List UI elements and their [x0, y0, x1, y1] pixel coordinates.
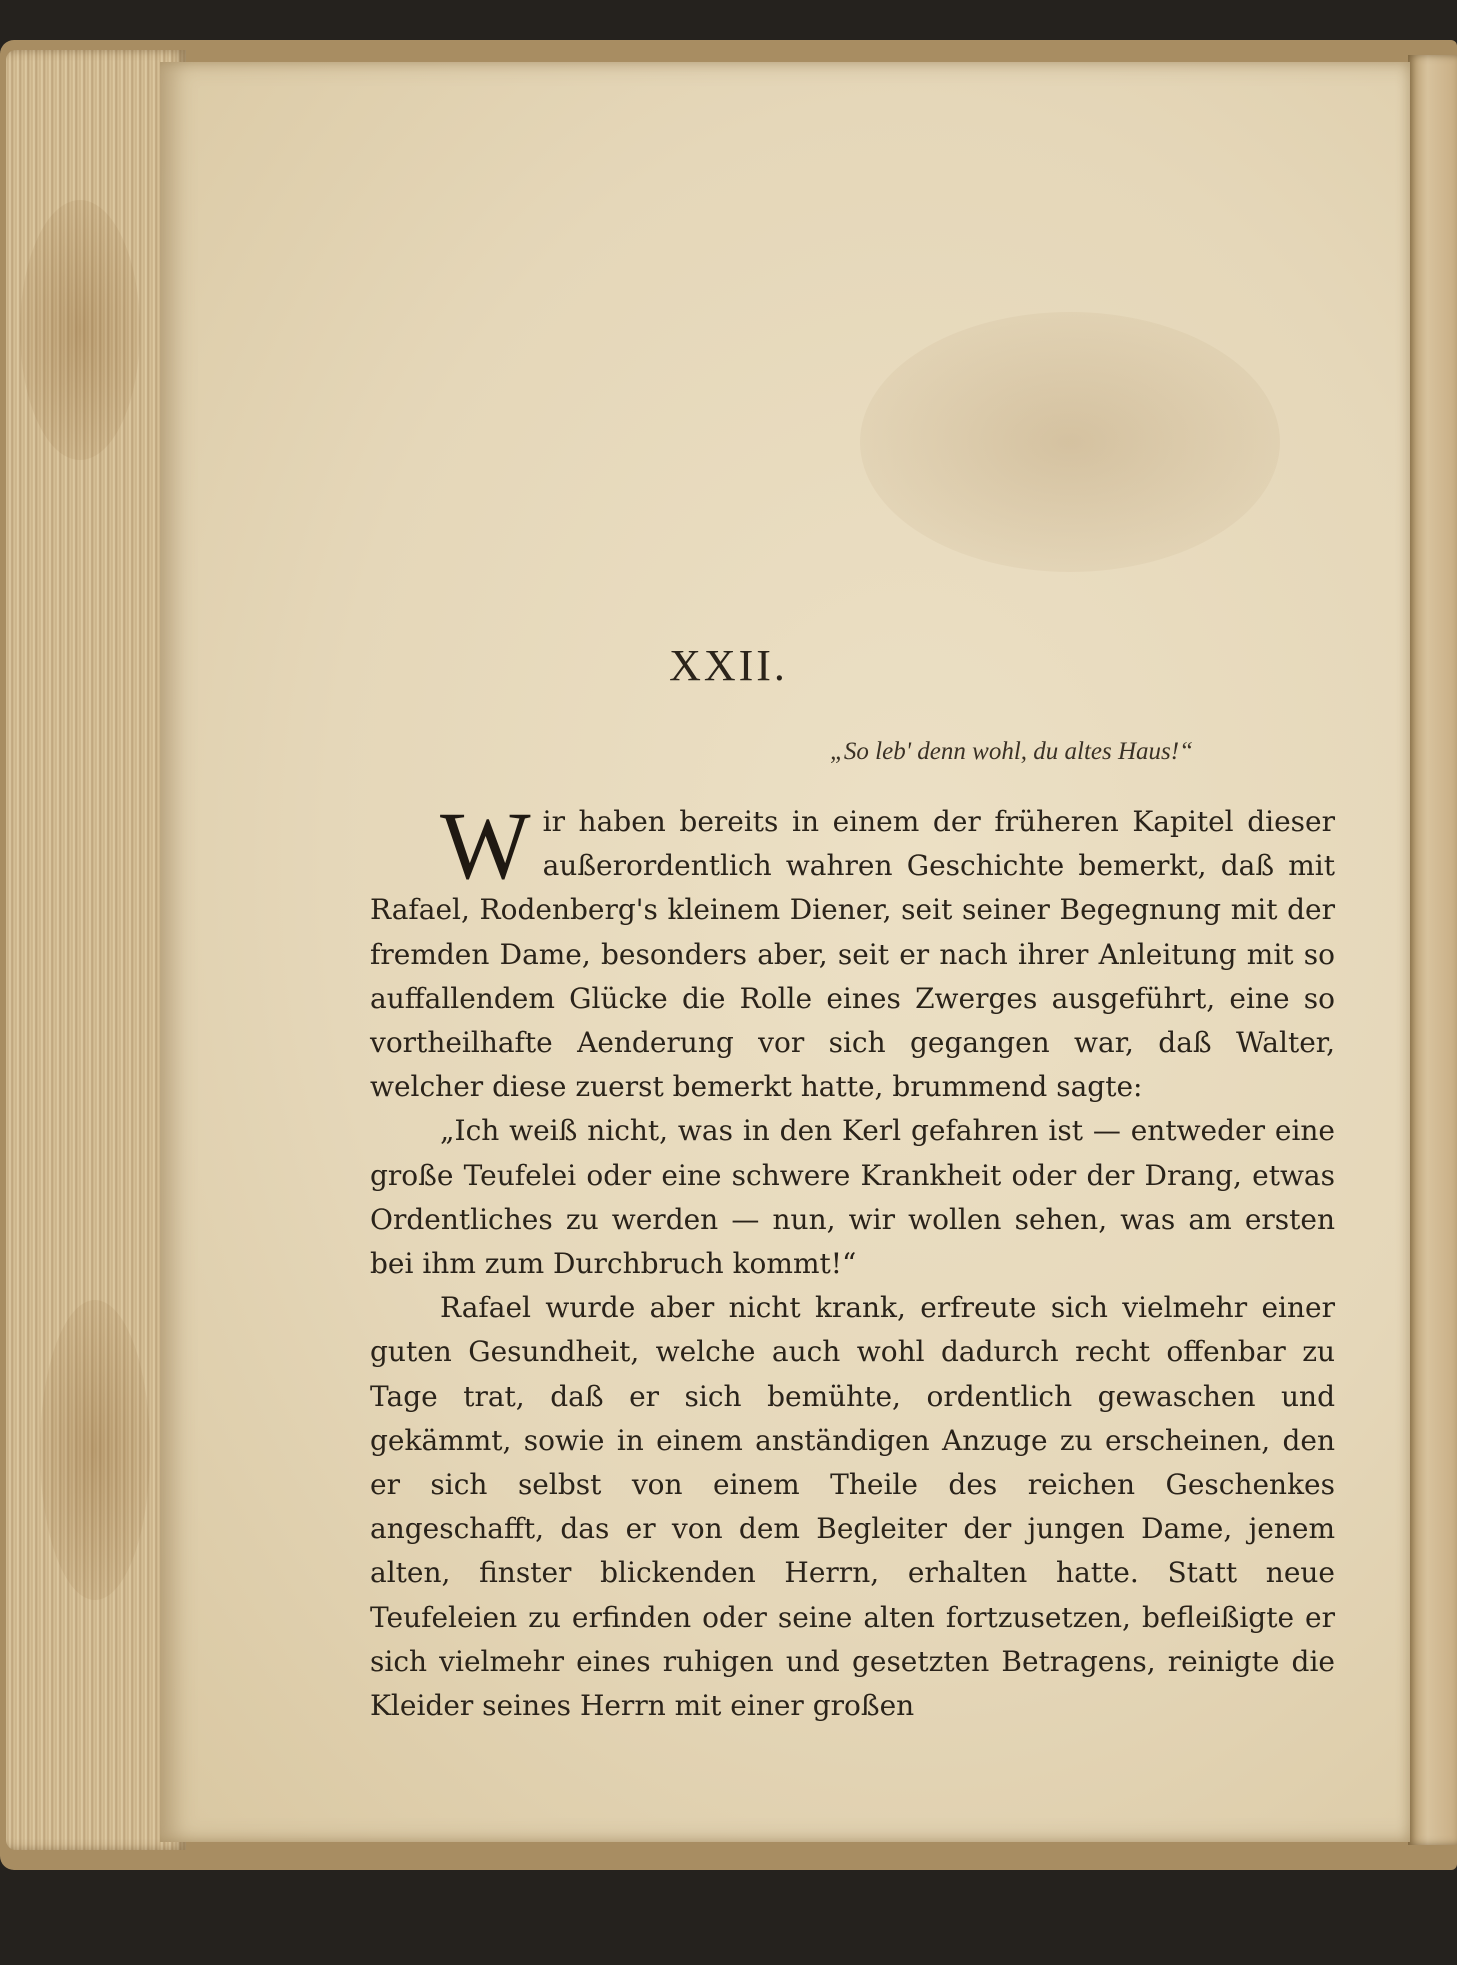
- drop-cap: W: [440, 792, 531, 899]
- page-edge-right: [1408, 55, 1457, 1845]
- page-stain: [860, 312, 1280, 572]
- page-stain: [40, 1300, 150, 1600]
- paragraph: „Ich weiß nicht, was in den Kerl gefahren ist — entweder eine große Teufelei oder eine schwere Krankheit oder der Drang, etwas Ordentliches zu werden — nun, wir wollen sehen, was am ersten bei ihm zum Durchbruch kommt!“: [370, 1114, 1335, 1281]
- chapter-body: [370, 792, 1335, 1728]
- chapter-number: XXII.: [669, 641, 788, 690]
- paragraph: [370, 792, 1335, 1109]
- chapter-motto: „So leb' denn wohl, du altes Haus!“: [830, 738, 1193, 765]
- page-stain: [20, 200, 140, 460]
- paragraph-text: ir haben bereits in einem der früheren Kapitel dieser außerordentlich wahren Geschichte bemerkt, daß mit Rafael, Rodenberg's kleinem Diener, seit seiner Begegnung mit der fremden Dame, besonders aber, seit er nach ihrer Anleitung mit so auffallendem Glücke die Rolle eines Zwerges ausgeführt, eine so vortheilhafte Aenderung vor sich gegangen war, daß Walter, welcher diese zuerst bemerkt hatte, brummend sagte:: [370, 805, 1335, 1104]
- paragraph: Rafael wurde aber nicht krank, erfreute sich vielmehr einer guten Gesundheit, welche auch wohl dadurch recht offenbar zu Tage trat, daß er sich bemühte, ordentlich gewaschen und gekämmt, sowie in einem anständigen Anzuge zu erscheinen, den er sich selbst von einem Theile des reichen Geschenkes angeschafft, das er von dem Begleiter der jungen Dame, jenem alten, finster blickenden Herrn, erhalten hatte. Statt neue Teufeleien zu erfinden oder seine alten fortzusetzen, befleißigte er sich vielmehr eines ruhigen und gesetzten Betragens, reinigte die Kleider seines Herrn mit einer großen: [370, 1291, 1335, 1723]
